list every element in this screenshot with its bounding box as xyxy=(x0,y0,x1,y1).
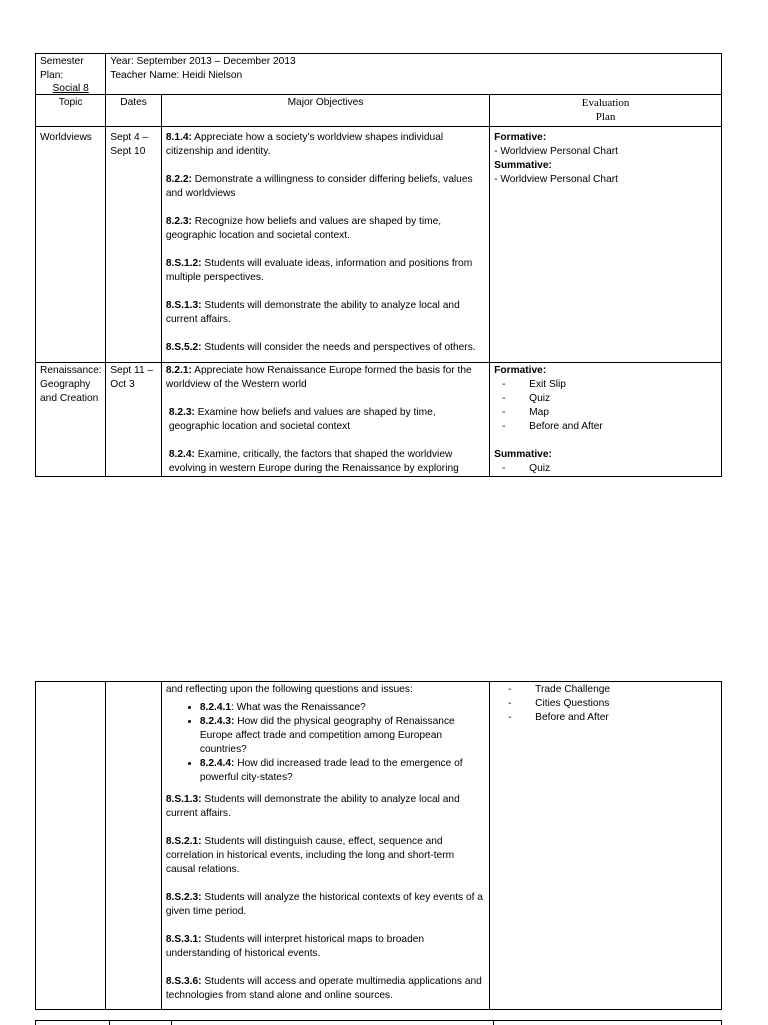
question-code: 8.2.4.4: xyxy=(199,758,235,769)
objective-code: 8.S.1.3: xyxy=(165,300,202,311)
formative-label: Formative: xyxy=(494,132,547,143)
list-item-text: Quiz xyxy=(529,463,551,474)
list-item-text: Quiz xyxy=(529,393,551,404)
objective-item xyxy=(166,448,485,476)
objective-code: 8.2.2: xyxy=(165,174,192,185)
objective-code: 8.2.3: xyxy=(168,407,195,418)
objective-code: 8.S.2.1: xyxy=(165,836,202,847)
objective-text: Students will interpret historical maps to broaden understanding of historical events. xyxy=(165,934,425,959)
list-item xyxy=(502,392,717,406)
evaluation-list xyxy=(508,683,717,725)
list-item xyxy=(508,683,717,697)
question-text: How did increased trade lead to the emergence of powerful city-states? xyxy=(199,758,463,783)
dash-marker: - xyxy=(508,684,512,695)
list-item-text: Before and After xyxy=(529,421,603,432)
plan-label-cell xyxy=(36,54,106,95)
semester-plan-table xyxy=(35,53,722,477)
summative-list xyxy=(502,462,717,476)
list-item xyxy=(508,711,717,725)
course-name: Social 8 xyxy=(52,83,89,94)
objective-text: Students will analyze the historical contexts of key events of a given time period. xyxy=(165,892,483,917)
dash-marker: - xyxy=(508,712,512,723)
objective-item xyxy=(166,341,485,355)
objective-code: 8.S.1.3: xyxy=(165,794,202,805)
objective-code: 8.S.2.3: xyxy=(165,892,202,903)
formative-item: - Worldview Personal Chart xyxy=(494,146,618,157)
list-item xyxy=(200,701,485,715)
objective-code: 8.S.3.6: xyxy=(165,976,202,987)
objective-item xyxy=(166,793,485,821)
table-row xyxy=(36,682,722,1010)
teacher-text: Teacher Name: Heidi Nielson xyxy=(110,70,243,81)
question-code: 8.2.4.1 xyxy=(199,702,231,713)
objectives-cell xyxy=(161,682,489,1010)
evaluation-header xyxy=(490,95,722,127)
dash-marker: - xyxy=(502,463,506,474)
table-row xyxy=(36,127,722,363)
objective-code: 8.S.5.2: xyxy=(165,342,202,353)
dash-marker: - xyxy=(502,379,506,390)
objective-text: Students will consider the needs and perspectives of others. xyxy=(201,342,476,353)
dash-marker: - xyxy=(502,421,506,432)
list-item-text: Map xyxy=(529,407,549,418)
dates-header: Dates xyxy=(106,95,162,127)
objective-text: Students will evaluate ideas, information and positions from multiple perspectives. xyxy=(165,258,473,283)
objectives-cell xyxy=(161,363,489,477)
objective-text: Students will demonstrate the ability to analyze local and current affairs. xyxy=(165,300,460,325)
year-text: Year: September 2013 – December 2013 xyxy=(110,56,296,67)
objectives-header: Major Objectives xyxy=(161,95,489,127)
objective-item xyxy=(166,364,485,392)
objective-text: Appreciate how Renaissance Europe formed the basis for the worldview of the Western world xyxy=(165,365,472,390)
list-item xyxy=(502,462,717,476)
objective-item xyxy=(166,299,485,327)
evaluation-cell xyxy=(490,682,722,1010)
objective-item xyxy=(166,835,485,877)
objective-code: 8.2.4: xyxy=(168,449,195,460)
objective-item xyxy=(166,215,485,243)
list-item xyxy=(200,715,485,757)
summative-item: - Worldview Personal Chart xyxy=(494,174,618,185)
table-row xyxy=(36,363,722,477)
objective-code: 8.S.3.1: xyxy=(165,934,202,945)
plan-label-line2: Plan: xyxy=(40,70,64,81)
semester-plan-table-continued xyxy=(35,681,722,1010)
formative-label: Formative: xyxy=(494,365,547,376)
objective-text: Students will distinguish cause, effect, sequence and correlation in historical events, including the long and short-term causal relations. xyxy=(165,836,455,875)
objective-text: Students will access and operate multimedia applications and technologies from stand alone and online sources. xyxy=(165,976,482,1001)
objective-item xyxy=(166,406,485,434)
objective-text: Recognize how beliefs and values are shaped by time, geographic location and societal context. xyxy=(165,216,442,241)
objective-item xyxy=(166,975,485,1003)
topic-header: Topic xyxy=(36,95,106,127)
list-item-text: Cities Questions xyxy=(535,698,610,709)
list-item-text: Exit Slip xyxy=(529,379,566,390)
dash-marker: - xyxy=(502,407,506,418)
plan-info-cell xyxy=(106,54,722,95)
objective-text: Demonstrate a willingness to consider differing beliefs, values and worldviews xyxy=(165,174,473,199)
list-item xyxy=(502,406,717,420)
dash-marker: - xyxy=(508,698,512,709)
objective-item xyxy=(166,257,485,285)
evaluation-header-line2: Plan xyxy=(595,111,616,123)
list-item xyxy=(508,697,717,711)
objective-item xyxy=(166,933,485,961)
column-header-row xyxy=(36,95,722,127)
objective-text: Examine how beliefs and values are shaped by time, geographic location and societal context xyxy=(168,407,436,432)
objectives-intro: and reflecting upon the following questions and issues: xyxy=(165,684,413,695)
question-text: : What was the Renaissance? xyxy=(231,702,366,713)
objectives-cell xyxy=(161,127,489,363)
dates-cell: Sept 4 – Sept 10 xyxy=(106,127,162,363)
question-list xyxy=(166,701,485,785)
page-2 xyxy=(0,560,768,1024)
objective-code: 8.2.1: xyxy=(165,365,192,376)
topic-cell xyxy=(36,682,106,1010)
objective-text: Students will demonstrate the ability to analyze local and current affairs. xyxy=(165,794,460,819)
question-text: How did the physical geography of Renaissance Europe affect trade and competition among European countries? xyxy=(199,716,455,755)
next-row-edge xyxy=(35,1020,722,1025)
list-item xyxy=(200,757,485,785)
objective-text: Appreciate how a society’s worldview shapes individual citizenship and identity. xyxy=(165,132,444,157)
objective-item xyxy=(166,131,485,159)
evaluation-cell xyxy=(490,363,722,477)
dash-marker: - xyxy=(502,393,506,404)
evaluation-cell xyxy=(490,127,722,363)
summative-label: Summative: xyxy=(494,449,552,460)
objective-item xyxy=(166,173,485,201)
evaluation-header-line1: Evaluation xyxy=(581,97,630,109)
dates-cell xyxy=(106,682,162,1010)
plan-label-line1: Semester xyxy=(40,56,84,67)
objective-item xyxy=(166,891,485,919)
objective-code: 8.S.1.2: xyxy=(165,258,202,269)
formative-list xyxy=(502,378,717,434)
topic-cell: Worldviews xyxy=(36,127,106,363)
list-item-text: Trade Challenge xyxy=(535,684,611,695)
question-code: 8.2.4.3: xyxy=(199,716,235,727)
topic-cell: Renaissance: Geography and Creation xyxy=(36,363,106,477)
objective-text: Examine, critically, the factors that shaped the worldview evolving in western Europe during the Renaissance by exploring xyxy=(168,449,459,474)
objective-code: 8.1.4: xyxy=(165,132,192,143)
list-item-text: Before and After xyxy=(535,712,609,723)
summative-label: Summative: xyxy=(494,160,552,171)
list-item xyxy=(502,420,717,434)
objective-code: 8.2.3: xyxy=(165,216,192,227)
dates-cell: Sept 11 – Oct 3 xyxy=(106,363,162,477)
list-item xyxy=(502,378,717,392)
header-row xyxy=(36,54,722,95)
